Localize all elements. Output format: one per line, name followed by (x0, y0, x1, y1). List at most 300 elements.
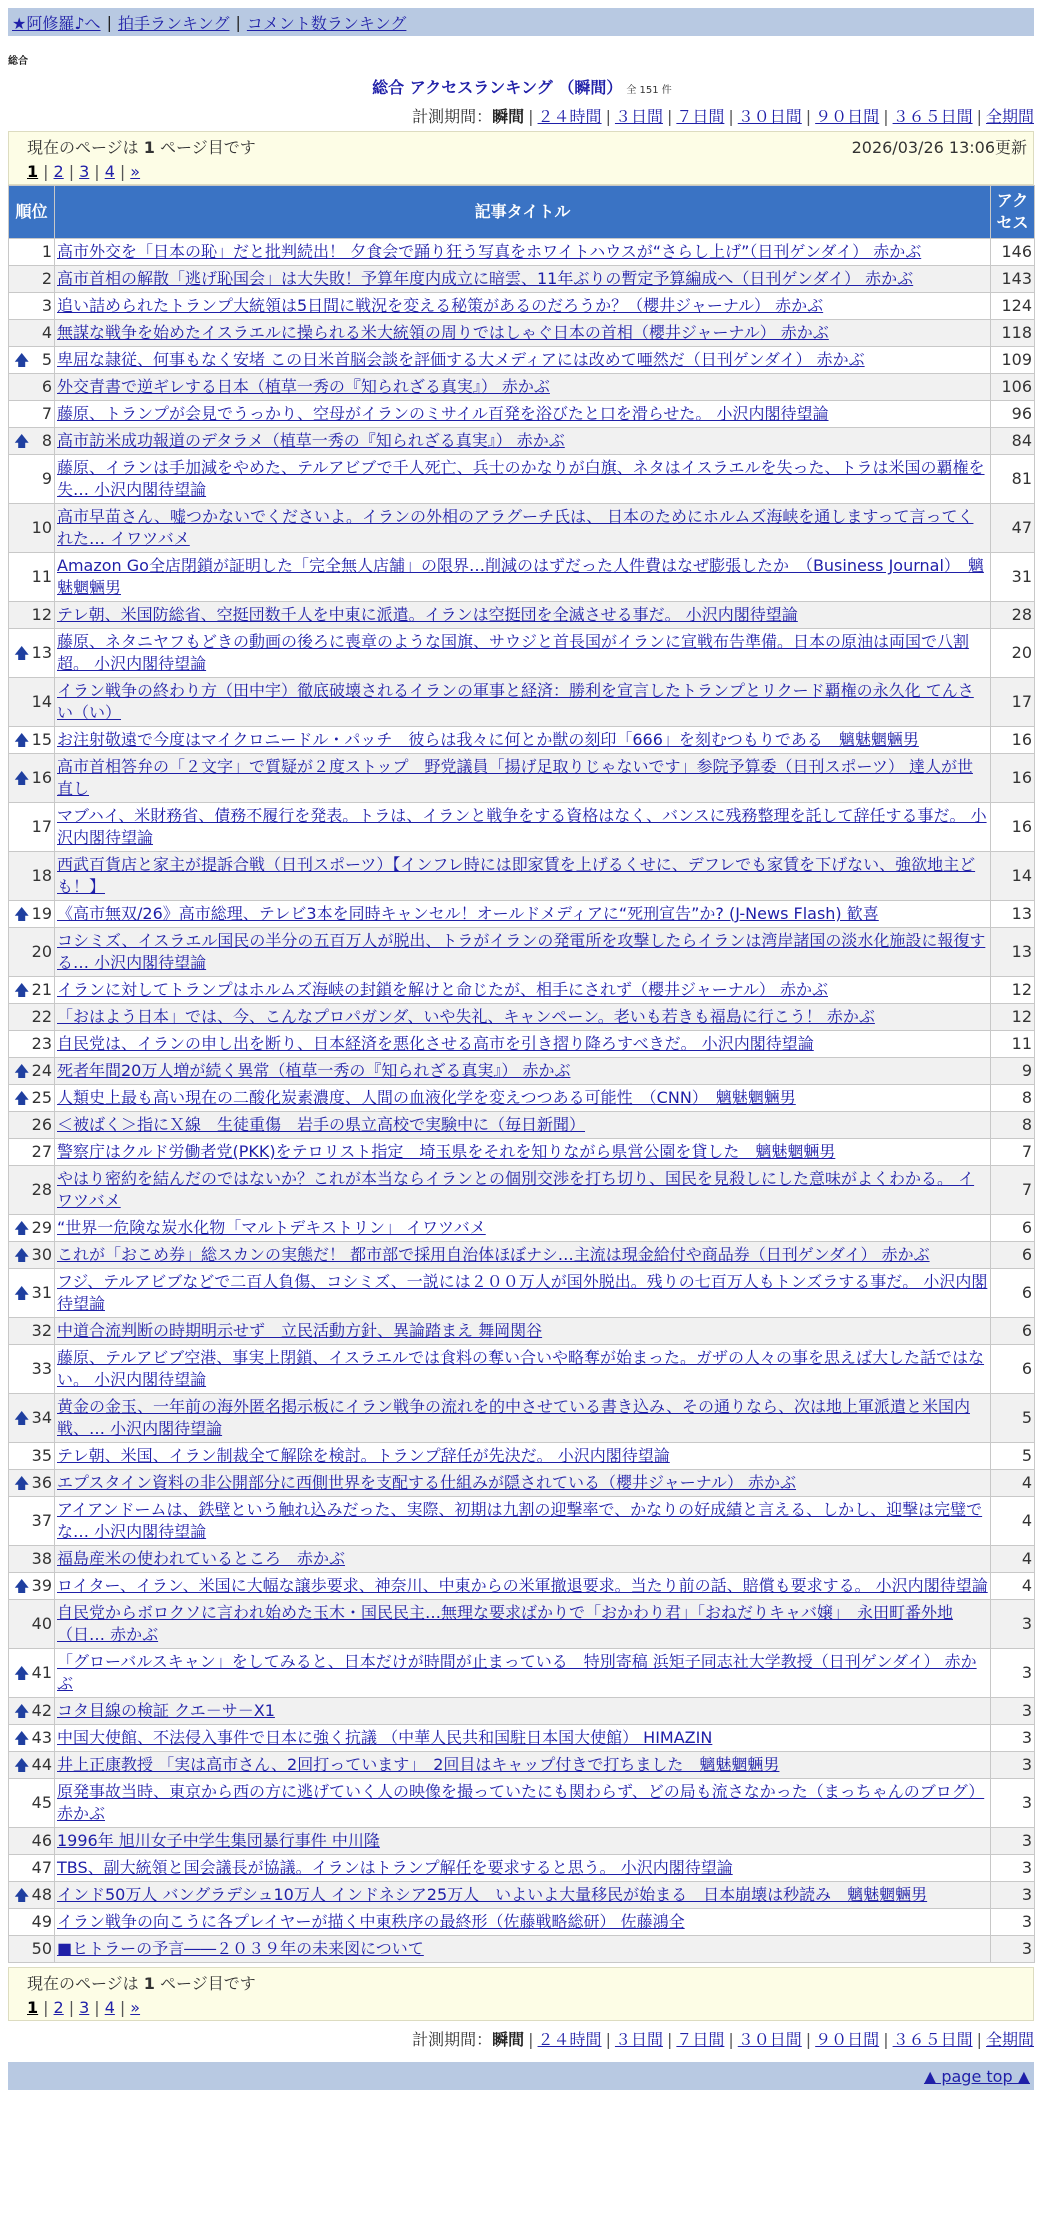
article-title-link[interactable]: 福島産米の使われているところ 赤かぶ (57, 1549, 346, 1568)
rank-up-arrow-icon: 🡅 (14, 1246, 30, 1264)
table-row (9, 1215, 1035, 1242)
article-title-link[interactable]: 中道合流判断の時期明示せず 立民活動方針、異論踏まえ 舞岡関谷 (57, 1321, 543, 1340)
period-current: 瞬間 (492, 2030, 525, 2049)
table-row (9, 266, 1035, 293)
rank-number: 22 (31, 1007, 52, 1026)
page-link[interactable]: 3 (79, 162, 90, 181)
access-count: 20 (991, 629, 1035, 678)
rank-number: 32 (31, 1321, 52, 1340)
page-separator: | (68, 1998, 75, 2017)
access-count: 13 (991, 928, 1035, 977)
rank-cell (9, 320, 55, 347)
ranking-title: 総合 アクセスランキング （瞬間） (372, 78, 623, 97)
table-row (9, 678, 1035, 727)
table-row (9, 1443, 1035, 1470)
table-row (9, 803, 1035, 852)
article-title-link[interactable]: イラン戦争の向こうに各プレイヤーが描く中東秩序の最終形（佐藤戦略総研） 佐藤鴻全 (57, 1912, 685, 1931)
rank-cell (9, 1546, 55, 1573)
rank-cell (9, 347, 55, 374)
article-title-link[interactable]: イランに対してトランプはホルムズ海峡の封鎖を解けと命じたが、相手にされず（櫻井ジャーナル） 赤かぶ (57, 980, 829, 999)
article-title-link[interactable]: ■ヒトラーの予言――２０３９年の未来図について (57, 1939, 424, 1958)
rank-cell (9, 428, 55, 455)
rank-up-arrow-icon: 🡅 (14, 1062, 30, 1080)
access-count: 12 (991, 1004, 1035, 1031)
access-count: 8 (991, 1112, 1035, 1139)
rank-number: 20 (31, 942, 52, 961)
ranking-table (8, 185, 1035, 1963)
table-row (9, 347, 1035, 374)
table-row (9, 1318, 1035, 1345)
rank-cell (9, 553, 55, 602)
rank-number: 46 (31, 1831, 52, 1850)
article-title-link[interactable]: TBS、副大統領と国会議長が協議。イランはトランプ解任を要求すると思う。 小沢内閣待望論 (57, 1858, 733, 1877)
article-title-link[interactable]: 藤原、テルアビブ空港、事実上閉鎖、イスラエルでは食料の奪い合いや略奪が始まった。ガザの人々の事を思えば大した話ではない。 小沢内閣待望論 (57, 1348, 985, 1389)
top-nav-bar (8, 8, 1034, 36)
title-cell (55, 428, 991, 455)
rank-cell (9, 504, 55, 553)
rank-number: 21 (31, 980, 52, 999)
title-cell (55, 1242, 991, 1269)
period-separator: | (883, 107, 889, 126)
rank-cell (9, 1909, 55, 1936)
access-count: 7 (991, 1166, 1035, 1215)
article-title-link[interactable]: 原発事故当時、東京から西の方に逃げていく人の映像を撮っていたにも関わらず、どの局も流さなかった（まっちゃんのブログ） 赤かぶ (57, 1782, 985, 1823)
article-title-link[interactable]: 高市首相答弁の「２文字」で質疑が２度ストップ 野党議員「揚げ足取りじゃないです」参院予算委（日刊スポーツ） 達人が世直し (57, 757, 973, 798)
rank-number: 41 (31, 1663, 52, 1682)
rank-number: 3 (41, 296, 52, 315)
page-status-suffix: ページ目です (154, 1974, 256, 1993)
period-link[interactable]: ７日間 (676, 2030, 725, 2049)
table-row (9, 1470, 1035, 1497)
rank-cell (9, 1139, 55, 1166)
article-title-link[interactable]: 死者年間20万人増が続く異常（植草一秀の『知られざる真実』） 赤かぶ (57, 1061, 571, 1080)
period-separator: | (805, 107, 812, 126)
period-separator: | (605, 107, 611, 126)
article-title-link[interactable]: フジ、テルアビブなどで二百人負傷、コシミズ、一説には２００万人が国外脱出。残りの七百万人もトンズラする事だ。 小沢内閣待望論 (57, 1272, 988, 1313)
rank-cell (9, 1394, 55, 1443)
rank-number: 28 (31, 1180, 52, 1199)
page-status-prefix: 現在のページは (27, 1974, 144, 1993)
rank-cell (9, 977, 55, 1004)
rank-up-arrow-icon: 🡅 (14, 731, 30, 749)
title-cell (55, 1318, 991, 1345)
table-row (9, 1649, 1035, 1698)
rank-cell (9, 928, 55, 977)
rank-cell (9, 754, 55, 803)
access-count: 3 (991, 1936, 1035, 1963)
page-link[interactable]: 2 (53, 162, 64, 181)
article-title-link[interactable]: 自民党からボロクソに言われ始めた玉木・国民民主…無理な要求ばかりで「おかわり君」「おねだりキャバ嬢」 永田町番外地（日… 赤かぶ (57, 1603, 954, 1644)
rank-number: 5 (41, 350, 52, 369)
article-title-link[interactable]: 追い詰められたトランプ大統領は5日間に戦況を変える秘策があるのだろうか？（櫻井ジャーナル） 赤かぶ (57, 296, 824, 315)
current-page: 1 (27, 162, 39, 181)
rank-cell (9, 1649, 55, 1698)
period-link[interactable]: 全期間 (985, 107, 1034, 126)
rank-cell (9, 239, 55, 266)
rank-number: 47 (31, 1858, 52, 1877)
rank-number: 26 (31, 1115, 52, 1134)
article-title-link[interactable]: お注射敬遠で今度はマイクロニードル・パッチ 彼らは我々に何とか獣の刻印「666」を刻むつもりである 魑魅魍魎男 (57, 730, 919, 749)
rank-number: 27 (31, 1142, 52, 1161)
rank-cell (9, 1573, 55, 1600)
article-title-link[interactable]: 藤原、トランプが会見でうっかり、空母がイランのミサイル百発を浴びたと口を滑らせた。 小沢内閣待望論 (57, 404, 829, 423)
period-link[interactable]: ３０日間 (737, 107, 802, 126)
rank-cell (9, 1828, 55, 1855)
access-count: 5 (991, 1443, 1035, 1470)
access-count: 124 (991, 293, 1035, 320)
rank-number: 15 (31, 730, 52, 749)
period-link[interactable]: ２４時間 (537, 107, 602, 126)
page-separator: | (43, 162, 49, 181)
rank-number: 50 (31, 1939, 52, 1958)
page-separator: | (94, 1998, 100, 2017)
title-cell (55, 1909, 991, 1936)
comment-ranking-link[interactable]: コメント数ランキング (246, 13, 407, 33)
table-row (9, 1828, 1035, 1855)
access-count: 17 (991, 678, 1035, 727)
table-row (9, 1698, 1035, 1725)
article-title-link[interactable]: エプスタイン資料の非公開部分に西側世界を支配する仕組みが隠されている（櫻井ジャーナル） 赤かぶ (57, 1473, 797, 1492)
table-row (9, 374, 1035, 401)
table-row (9, 320, 1035, 347)
rank-number: 36 (31, 1473, 52, 1492)
table-row (9, 1058, 1035, 1085)
rank-up-arrow-icon: 🡅 (14, 981, 30, 999)
rank-cell (9, 401, 55, 428)
period-link[interactable]: ３６５日間 (892, 107, 973, 126)
table-row (9, 1936, 1035, 1963)
next-page-link[interactable]: » (130, 1998, 141, 2017)
title-cell (55, 1166, 991, 1215)
rank-cell (9, 1725, 55, 1752)
rank-number: 34 (31, 1408, 52, 1427)
table-row (9, 928, 1035, 977)
rank-cell (9, 901, 55, 928)
table-row (9, 1497, 1035, 1546)
table-row (9, 1139, 1035, 1166)
article-title-link[interactable]: イラン戦争の終わり方（田中宇）徹底破壊されるイランの軍事と経済：勝利を宣言したトランプとリクード覇権の永久化 てんさい（い） (57, 681, 974, 722)
article-title-link[interactable]: 人類史上最も高い現在の二酸化炭素濃度、人間の血液化学を変えつつある可能性 （CNN） 魑魅魍魎男 (57, 1088, 796, 1107)
rank-number: 12 (31, 605, 52, 624)
rank-number: 23 (31, 1034, 52, 1053)
article-title-link[interactable]: 外交青書で逆ギレする日本（植草一秀の『知られざる真実』） 赤かぶ (57, 377, 550, 396)
period-link[interactable]: ２４時間 (537, 2030, 602, 2049)
article-title-link[interactable]: インド50万人 バングラデシュ10万人 インドネシア25万人 いよいよ大量移民が始まる 日本崩壊は秒読み 魑魅魍魎男 (57, 1885, 928, 1904)
access-count: 6 (991, 1345, 1035, 1394)
title-cell (55, 1882, 991, 1909)
article-title-link[interactable]: これが「おこめ券」総スカンの実態だ！ 都市部で採用自治体ほぼナシ…主流は現金給付や商品券（日刊ゲンダイ） 赤かぶ (57, 1245, 930, 1264)
next-page-link[interactable]: » (130, 162, 141, 181)
title-cell (55, 1031, 991, 1058)
table-row (9, 1752, 1035, 1779)
title-cell (55, 602, 991, 629)
page-separator: | (119, 1998, 126, 2017)
title-cell (55, 1936, 991, 1963)
rank-up-arrow-icon: 🡅 (14, 1284, 30, 1302)
rank-number: 6 (41, 377, 52, 396)
page-status-suffix: ページ目です (154, 138, 256, 157)
period-link[interactable]: ３０日間 (737, 2030, 802, 2049)
access-count: 4 (991, 1546, 1035, 1573)
rank-cell (9, 1600, 55, 1649)
title-cell (55, 347, 991, 374)
pager-top (8, 131, 1034, 185)
rank-cell (9, 1031, 55, 1058)
rank-cell (9, 1085, 55, 1112)
table-row (9, 1269, 1035, 1318)
article-title-link[interactable]: 「グローバルスキャン」をしてみると、日本だけが時間が止まっている 特別寄稿 浜矩子同志社大学教授（日刊ゲンダイ） 赤かぶ (57, 1652, 977, 1693)
rank-cell (9, 455, 55, 504)
access-count: 16 (991, 803, 1035, 852)
access-count: 6 (991, 1318, 1035, 1345)
rank-number: 38 (31, 1549, 52, 1568)
title-cell (55, 1215, 991, 1242)
current-page: 1 (27, 1998, 39, 2017)
clap-ranking-link[interactable]: 拍手ランキング (117, 13, 230, 33)
table-row (9, 1112, 1035, 1139)
article-title-link[interactable]: アイアンドームは、鉄壁という触れ込みだった、実際、初期は九割の迎撃率で、かなりの好成績と言える、しかし、迎撃は完璧でな… 小沢内閣待望論 (57, 1500, 983, 1541)
rank-up-arrow-icon: 🡅 (14, 1089, 30, 1107)
rank-number: 7 (41, 404, 52, 423)
access-count: 96 (991, 401, 1035, 428)
period-selector-bottom (0, 2027, 1034, 2050)
access-count: 14 (991, 852, 1035, 901)
period-link[interactable]: ３６５日間 (892, 2030, 973, 2049)
rank-cell (9, 1752, 55, 1779)
rank-header: 順位 (9, 186, 55, 239)
article-title-link[interactable]: 藤原、イランは手加減をやめた、テルアビブで千人死亡、兵士のかなりが白旗、ネタはイスラエルを失った、トラは米国の覇権を失… 小沢内閣待望論 (57, 458, 985, 499)
title-cell (55, 1725, 991, 1752)
table-row (9, 1004, 1035, 1031)
period-current: 瞬間 (492, 107, 525, 126)
page-link[interactable]: 4 (104, 162, 115, 181)
period-separator: | (976, 107, 982, 126)
rank-up-arrow-icon: 🡅 (14, 351, 30, 369)
title-cell (55, 401, 991, 428)
title-cell (55, 629, 991, 678)
rank-number: 11 (31, 567, 52, 586)
rank-number: 49 (31, 1912, 52, 1931)
article-title-link[interactable]: 黄金の金玉、一年前の海外匿名掲示板にイラン戦争の流れを的中させている書き込み、その通りなら、次は地上軍派遣と米国内戦、… 小沢内閣待望論 (57, 1397, 970, 1438)
title-cell (55, 1698, 991, 1725)
period-separator: | (728, 2030, 734, 2049)
rank-number: 2 (41, 269, 52, 288)
access-count: 3 (991, 1828, 1035, 1855)
title-cell (55, 1470, 991, 1497)
access-count: 6 (991, 1242, 1035, 1269)
rank-cell (9, 1936, 55, 1963)
page-status (27, 1971, 256, 1994)
rank-number: 25 (31, 1088, 52, 1107)
period-link[interactable]: ９０日間 (815, 107, 880, 126)
article-title-link[interactable]: 中国大使館、不法侵入事件で日本に強く抗議 （中華人民共和国駐日本国大使館） HIMAZIN (57, 1728, 713, 1747)
title-cell (55, 293, 991, 320)
access-count: 84 (991, 428, 1035, 455)
table-row (9, 629, 1035, 678)
article-title-link[interactable]: マブハイ、米財務省、債務不履行を発表。トラは、イランと戦争をする資格はなく、バンスに残務整理を託して辞任する事だ。 小沢内閣待望論 (57, 806, 987, 847)
table-row (9, 754, 1035, 803)
rank-cell (9, 1004, 55, 1031)
page-separator: | (68, 162, 75, 181)
title-cell (55, 455, 991, 504)
access-count: 5 (991, 1394, 1035, 1443)
table-row (9, 727, 1035, 754)
title-cell (55, 1443, 991, 1470)
article-title-link[interactable]: 井上正康教授 「実は高市さん、2回打っています」 2回目はキャップ付きで打ちました 魑魅魍魎男 (57, 1755, 780, 1774)
title-cell (55, 1600, 991, 1649)
article-title-link[interactable]: “世界一危険な炭水化物「マルトデキストリン」 イワツバメ (57, 1218, 486, 1237)
article-title-link[interactable]: 西武百貨店と家主が提訴合戦（日刊スポーツ）【インフレ時には即家賃を上げるくせに、デフレでも家賃を下げない、強欲地主ども！】 (57, 855, 976, 896)
rank-cell (9, 1215, 55, 1242)
rank-number: 35 (31, 1446, 52, 1465)
period-link[interactable]: ３日間 (614, 107, 663, 126)
table-row (9, 1394, 1035, 1443)
page-link[interactable]: 3 (79, 1998, 90, 2017)
table-row (9, 553, 1035, 602)
access-count: 3 (991, 1882, 1035, 1909)
article-title-link[interactable]: テレ朝、米国防総省、空挺団数千人を中東に派遣。イランは空挺団を全滅させる事だ。 小沢内閣待望論 (57, 605, 798, 624)
rank-cell (9, 1345, 55, 1394)
rank-number: 19 (31, 904, 52, 923)
page-link[interactable]: 4 (104, 1998, 115, 2017)
page-separator: | (43, 1998, 49, 2017)
table-row (9, 428, 1035, 455)
period-label: 計測期間： (412, 107, 493, 126)
rank-number: 48 (31, 1885, 52, 1904)
rank-cell (9, 1242, 55, 1269)
title-cell (55, 928, 991, 977)
title-cell (55, 1779, 991, 1828)
rank-cell (9, 1882, 55, 1909)
access-count: 3 (991, 1600, 1035, 1649)
rank-up-arrow-icon: 🡅 (14, 905, 30, 923)
title-cell (55, 678, 991, 727)
rank-cell (9, 1443, 55, 1470)
title-cell (55, 977, 991, 1004)
rank-number: 43 (31, 1728, 52, 1747)
article-title-link[interactable]: Amazon Go全店閉鎖が証明した「完全無人店舗」の限界…削減のはずだった人件費はなぜ膨張したか （Business Journal） 魑魅魍魎男 (57, 556, 984, 597)
table-row (9, 901, 1035, 928)
title-cell (55, 1058, 991, 1085)
title-cell (55, 1546, 991, 1573)
page-separator: | (119, 162, 126, 181)
rank-number: 40 (31, 1614, 52, 1633)
rank-cell (9, 293, 55, 320)
rank-up-arrow-icon: 🡅 (14, 1886, 30, 1904)
period-label: 計測期間： (412, 2030, 493, 2049)
rank-number: 45 (31, 1793, 52, 1812)
table-row (9, 1725, 1035, 1752)
table-row (9, 1779, 1035, 1828)
rank-cell (9, 374, 55, 401)
article-title-link[interactable]: ＜被ばく＞指にＸ線 生徒重傷 岩手の県立高校で実験中に（毎日新聞） (57, 1115, 586, 1134)
article-title-link[interactable]: やはり密約を結んだのではないか？これが本当ならイランとの個別交渉を打ち切り、国民を見殺しにした意味がよくわかる。 イワツバメ (57, 1169, 975, 1210)
rank-up-arrow-icon: 🡅 (14, 1729, 30, 1747)
rank-number: 31 (31, 1283, 52, 1302)
rank-number: 10 (31, 518, 52, 537)
access-count: 7 (991, 1139, 1035, 1166)
period-separator: | (976, 2030, 982, 2049)
access-count: 31 (991, 553, 1035, 602)
count-header: アクセス (991, 186, 1035, 239)
access-count: 118 (991, 320, 1035, 347)
period-separator: | (666, 2030, 673, 2049)
title-cell (55, 754, 991, 803)
access-count: 4 (991, 1573, 1035, 1600)
access-count: 109 (991, 347, 1035, 374)
access-count: 146 (991, 239, 1035, 266)
title-cell (55, 1269, 991, 1318)
article-title-link[interactable]: 《高市無双/26》高市総理、テレビ3本を同時キャンセル！オールドメディアに“死刑宣告”か? (J-News Flash) 歓喜 (57, 904, 879, 923)
section-label: 総合 (8, 56, 28, 67)
period-separator: | (605, 2030, 611, 2049)
rank-number: 29 (31, 1218, 52, 1237)
period-link[interactable]: 全期間 (985, 2030, 1034, 2049)
title-cell (55, 1855, 991, 1882)
rank-cell (9, 727, 55, 754)
period-separator: | (666, 107, 673, 126)
article-title-link[interactable]: 高市訪米成功報道のデタラメ（植草一秀の『知られざる真実』） 赤かぶ (57, 431, 565, 450)
article-title-link[interactable]: 警察庁はクルド労働者党(PKK)をテロリスト指定 埼玉県をそれを知りながら県営公園を貸した 魑魅魍魎男 (57, 1142, 836, 1161)
article-title-link[interactable]: コタ目線の検証 クエ－サ－X1 (57, 1701, 275, 1720)
title-cell (55, 1139, 991, 1166)
article-title-link[interactable]: ロイター、イラン、米国に大幅な譲歩要求、神奈川、中東からの米軍撤退要求。当たり前の話、賠償も要求する。 小沢内閣待望論 (57, 1576, 988, 1595)
rank-cell (9, 1698, 55, 1725)
home-link[interactable]: ★阿修羅♪へ (12, 13, 101, 33)
rank-number: 14 (31, 692, 52, 711)
article-title-link[interactable]: 藤原、ネタニヤフもどきの動画の後ろに喪章のような国旗、サウジと首長国がイランに宣戦布告準備。日本の原油は両国で八割超。 小沢内閣待望論 (57, 632, 970, 673)
access-count: 47 (991, 504, 1035, 553)
rank-up-arrow-icon: 🡅 (14, 644, 30, 662)
table-row (9, 1546, 1035, 1573)
page-status-number: 1 (143, 1974, 155, 1993)
rank-cell (9, 852, 55, 901)
title-cell (55, 852, 991, 901)
article-title-link[interactable]: テレ朝、米国、イラン制裁全て解除を検討。トランプ辞任が先決だ。 小沢内閣待望論 (57, 1446, 670, 1465)
article-title-link[interactable]: 高市外交を「日本の恥」だと批判続出！ 夕食会で踊り狂う写真をホワイトハウスが“さらし上げ”（日刊ゲンダイ） 赤かぶ (57, 242, 922, 261)
rank-number: 4 (41, 323, 52, 342)
title-cell (55, 901, 991, 928)
rank-cell (9, 1058, 55, 1085)
nav-separator: | (106, 12, 112, 32)
article-title-link[interactable]: 高市早苗さん、嘘つかないでくださいよ。イランの外相のアラグーチ氏は、 日本のためにホルムズ海峡を通しますって言ってくれた… イワツバメ (57, 507, 974, 548)
table-row (9, 1882, 1035, 1909)
period-link[interactable]: ９０日間 (815, 2030, 880, 2049)
rank-cell (9, 678, 55, 727)
access-count: 6 (991, 1269, 1035, 1318)
period-separator: | (728, 107, 734, 126)
article-title-link[interactable]: 無謀な戦争を始めたイスラエルに操られる米大統領の周りではしゃぐ日本の首相（櫻井ジャーナル） 赤かぶ (57, 323, 829, 342)
access-count: 12 (991, 977, 1035, 1004)
table-row (9, 1855, 1035, 1882)
article-title-link[interactable]: 自民党は、イランの申し出を断り、日本経済を悪化させる高市を引き摺り降ろすべきだ。 小沢内閣待望論 (57, 1034, 814, 1053)
article-title-link[interactable]: 卑屈な隷従、何事もなく安堵 この日米首脳会談を評価する大メディアには改めて唖然だ（日刊ゲンダイ） 赤かぶ (57, 350, 865, 369)
page-status (27, 135, 256, 158)
article-title-link[interactable]: 1996年 旭川女子中学生集団暴行事件 中川隆 (57, 1831, 380, 1850)
access-count: 6 (991, 1215, 1035, 1242)
article-title-link[interactable]: コシミズ、イスラエル国民の半分の五百万人が脱出、トラがイランの発電所を攻撃したらイランは湾岸諸国の淡水化施設に報復する… 小沢内閣待望論 (57, 931, 986, 972)
title-header: 記事タイトル (55, 186, 991, 239)
title-cell (55, 239, 991, 266)
period-selector-top (0, 104, 1034, 127)
article-title-link[interactable]: 高市首相の解散「逃げ恥国会」は大失敗！予算年度内成立に暗雲、11年ぶりの暫定予算編成へ（日刊ゲンダイ） 赤かぶ (57, 269, 914, 288)
article-title-link[interactable]: 「おはよう日本」では、今、こんなプロパガンダ、いや失礼、キャンペーン。老いも若きも福島に行こう！ 赤かぶ (57, 1007, 875, 1026)
period-link[interactable]: ３日間 (614, 2030, 663, 2049)
period-link[interactable]: ７日間 (676, 107, 725, 126)
page-top-link[interactable]: ▲ page top ▲ (923, 2066, 1030, 2086)
ranking-rows (9, 239, 1035, 1963)
page-link[interactable]: 2 (53, 1998, 64, 2017)
